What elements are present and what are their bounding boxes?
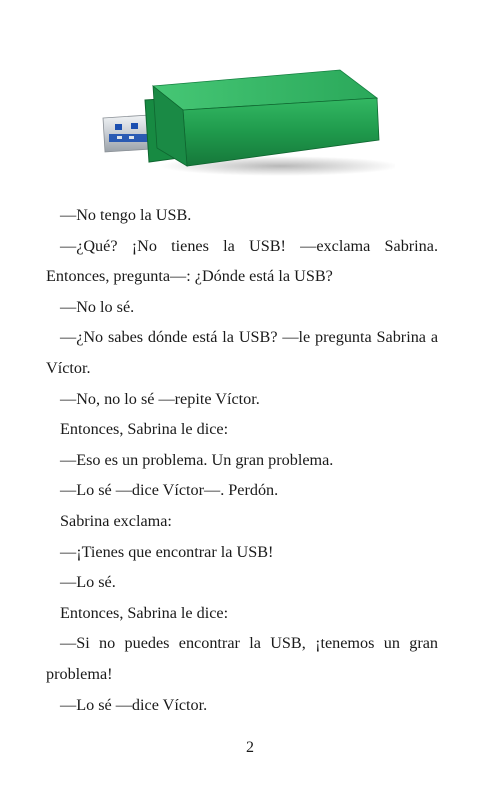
page-number: 2 [246,739,254,756]
paragraph: —¿No sabes dónde está la USB? —le pregunta Sabrina a Víctor. [46,328,438,377]
paragraph: —Lo sé —dice Víctor. [60,695,208,714]
paragraph: —No, no lo sé —repite Víctor. [60,389,260,408]
paragraph: —¿Qué? ¡No tienes la USB! —exclama Sabrina. Entonces, pregunta—: ¿Dónde está la USB? [46,236,438,286]
paragraph: —Si no puedes encontrar la USB, ¡tenemos un gran problema! [46,634,438,683]
paragraph: —Lo sé. [60,573,116,592]
paragraph: —Lo sé —dice Víctor—. Perdón. [60,481,279,500]
paragraph: —Eso es un problema. Un gran problema. [60,450,334,469]
paragraph: —No lo sé. [60,297,135,316]
paragraph: —¡Tienes que encontrar la USB! [60,542,274,561]
paragraph: Sabrina exclama: [60,511,172,530]
paragraph: Entonces, Sabrina le dice: [60,603,229,622]
usb-drive-icon [95,60,395,180]
paragraph: Entonces, Sabrina le dice: [60,420,229,439]
paragraph: —No tengo la USB. [60,206,192,224]
usb-drive-illustration [95,60,395,180]
story-text [46,200,438,720]
